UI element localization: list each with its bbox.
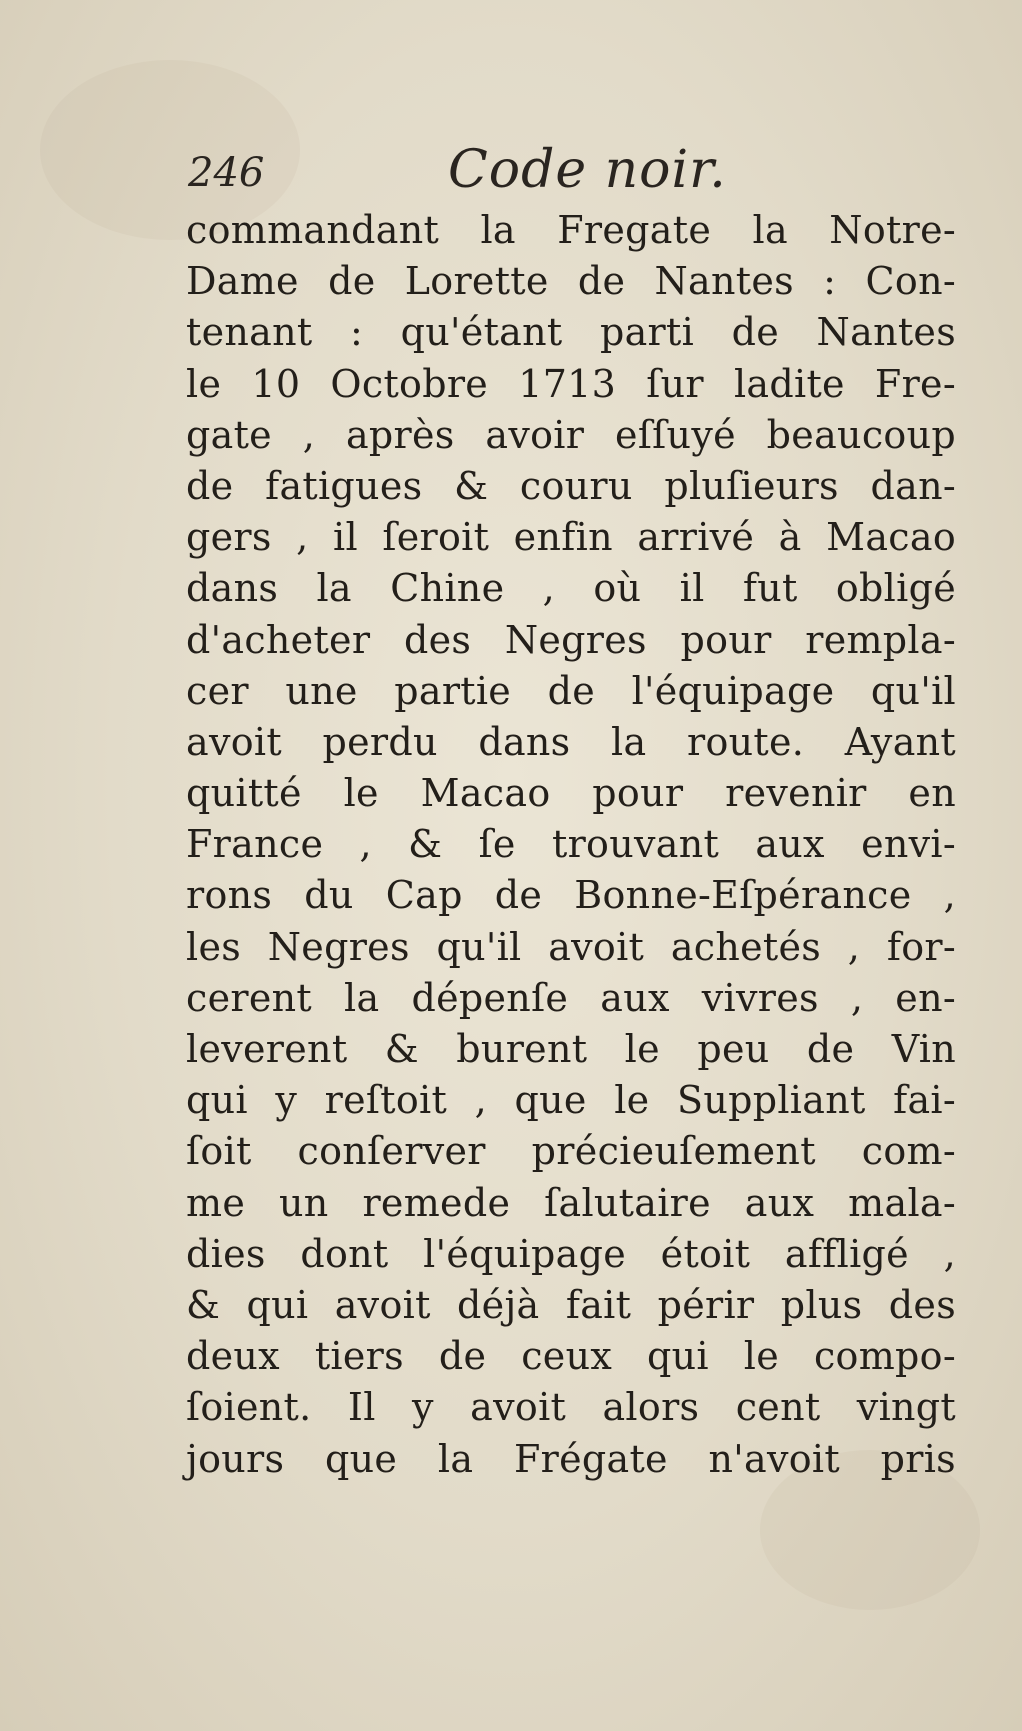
running-title: Code noir. bbox=[448, 140, 727, 200]
text-line: avoit perdu dans la route. Ayant bbox=[186, 719, 956, 764]
body-text bbox=[186, 205, 956, 1485]
text-line: deux tiers de ceux qui le compo- bbox=[186, 1334, 956, 1379]
text-line: gers , il ſeroit enfin arrivé à Macao bbox=[186, 515, 956, 560]
text-line: tenant : qu'étant parti de Nantes bbox=[186, 310, 956, 355]
page-number: 246 bbox=[188, 150, 265, 196]
text-line: d'acheter des Negres pour rempla- bbox=[186, 617, 956, 662]
text-line: gate , après avoir eſſuyé beaucoup bbox=[186, 412, 956, 457]
text-line: dans la Chine , où il fut obligé bbox=[186, 566, 956, 611]
page-header bbox=[188, 140, 948, 210]
text-line: France , & ſe trouvant aux envi- bbox=[186, 822, 956, 867]
text-line: les Negres qu'il avoit achetés , for- bbox=[186, 924, 956, 969]
text-line: le 10 Octobre 1713 ſur ladite Fre- bbox=[186, 361, 956, 406]
text-line: cerent la dépenſe aux vivres , en- bbox=[186, 975, 956, 1020]
text-line: me un remede ſalutaire aux mala- bbox=[186, 1180, 956, 1225]
text-line: commandant la Fregate la Notre- bbox=[186, 208, 956, 252]
text-line: jours que la Frégate n'avoit pris bbox=[186, 1436, 956, 1481]
text-line: & qui avoit déjà fait périr plus des bbox=[186, 1282, 956, 1327]
text-line: rons du Cap de Bonne-Eſpérance , bbox=[186, 873, 956, 918]
text-line: quitté le Macao pour revenir en bbox=[186, 771, 956, 816]
text-line: ſoit conſerver précieuſement com- bbox=[186, 1129, 956, 1174]
text-line: qui y reſtoit , que le Suppliant fai- bbox=[186, 1078, 956, 1123]
text-line: ſoient. Il y avoit alors cent vingt bbox=[186, 1385, 956, 1430]
text-line: de fatigues & couru pluſieurs dan- bbox=[186, 463, 956, 508]
text-line: cer une partie de l'équipage qu'il bbox=[186, 668, 956, 713]
text-line: dies dont l'équipage étoit affligé , bbox=[186, 1231, 956, 1276]
text-line: leverent & burent le peu de Vin bbox=[186, 1027, 956, 1071]
text-line: Dame de Lorette de Nantes : Con- bbox=[186, 259, 956, 304]
